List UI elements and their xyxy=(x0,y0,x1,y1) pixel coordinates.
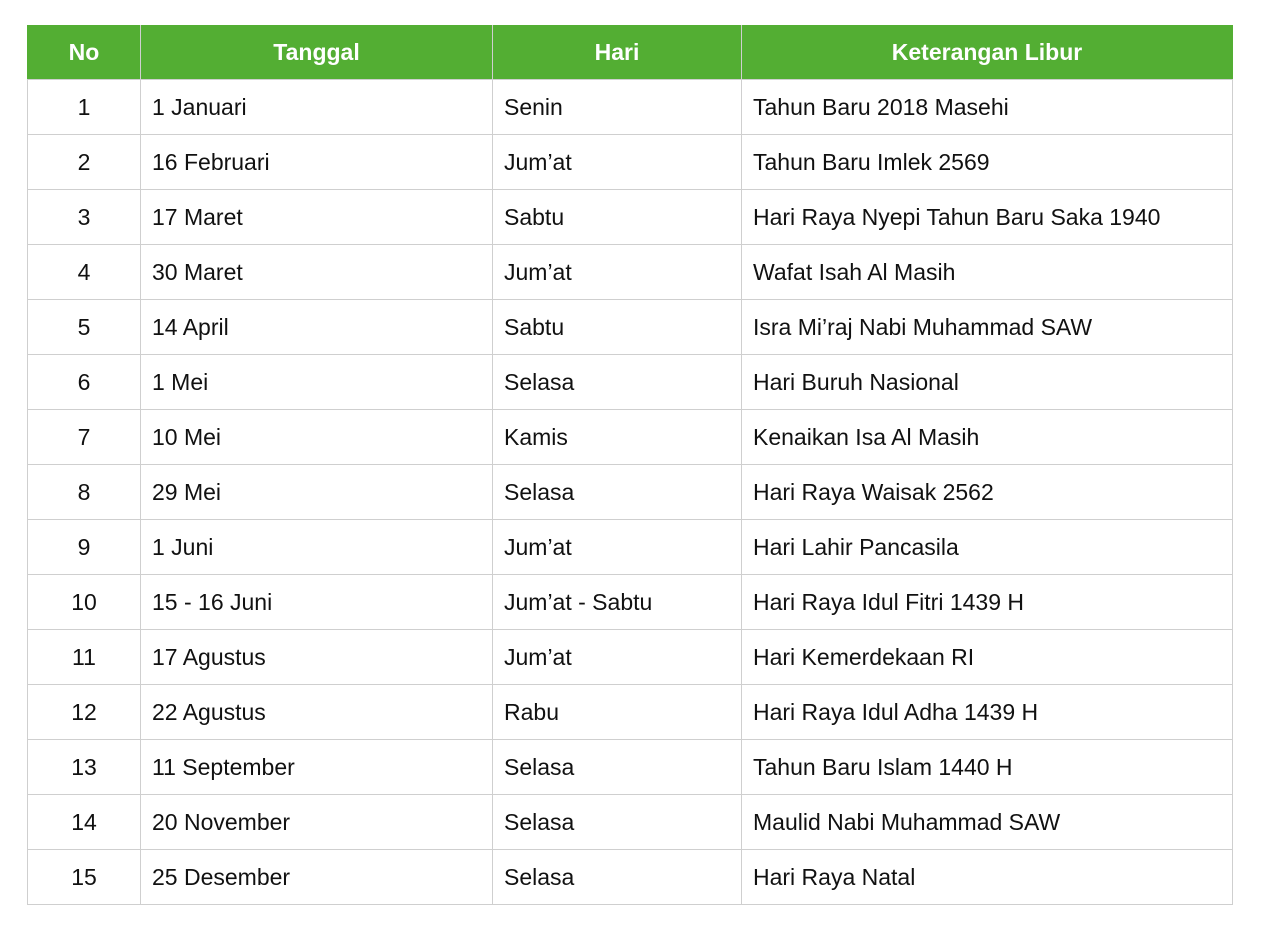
cell-no: 15 xyxy=(28,850,141,905)
table-row xyxy=(28,685,1233,740)
cell-tanggal: 1 Juni xyxy=(141,520,493,575)
table-row xyxy=(28,300,1233,355)
cell-hari: Selasa xyxy=(493,355,742,410)
table-row xyxy=(28,190,1233,245)
cell-hari: Rabu xyxy=(493,685,742,740)
cell-no: 11 xyxy=(28,630,141,685)
cell-keterangan: Hari Raya Natal xyxy=(742,850,1233,905)
cell-keterangan: Hari Buruh Nasional xyxy=(742,355,1233,410)
cell-tanggal: 14 April xyxy=(141,300,493,355)
cell-hari: Jum’at xyxy=(493,520,742,575)
cell-tanggal: 11 September xyxy=(141,740,493,795)
cell-hari: Jum’at xyxy=(493,135,742,190)
table-row xyxy=(28,630,1233,685)
cell-no: 6 xyxy=(28,355,141,410)
cell-tanggal: 30 Maret xyxy=(141,245,493,300)
cell-hari: Selasa xyxy=(493,740,742,795)
cell-no: 3 xyxy=(28,190,141,245)
cell-no: 9 xyxy=(28,520,141,575)
table-row xyxy=(28,795,1233,850)
cell-no: 2 xyxy=(28,135,141,190)
table-row xyxy=(28,740,1233,795)
cell-hari: Selasa xyxy=(493,465,742,520)
header-no: No xyxy=(28,26,141,80)
cell-tanggal: 22 Agustus xyxy=(141,685,493,740)
cell-tanggal: 17 Maret xyxy=(141,190,493,245)
cell-tanggal: 25 Desember xyxy=(141,850,493,905)
table-row xyxy=(28,355,1233,410)
table-row xyxy=(28,245,1233,300)
cell-hari: Senin xyxy=(493,80,742,135)
header-tanggal: Tanggal xyxy=(141,26,493,80)
cell-tanggal: 1 Januari xyxy=(141,80,493,135)
cell-keterangan: Hari Raya Idul Fitri 1439 H xyxy=(742,575,1233,630)
cell-no: 7 xyxy=(28,410,141,465)
table-body xyxy=(28,80,1233,905)
cell-tanggal: 15 - 16 Juni xyxy=(141,575,493,630)
cell-hari: Jum’at xyxy=(493,245,742,300)
cell-keterangan: Kenaikan Isa Al Masih xyxy=(742,410,1233,465)
cell-hari: Selasa xyxy=(493,795,742,850)
cell-no: 1 xyxy=(28,80,141,135)
cell-keterangan: Hari Raya Nyepi Tahun Baru Saka 1940 xyxy=(742,190,1233,245)
table-row xyxy=(28,80,1233,135)
cell-hari: Sabtu xyxy=(493,190,742,245)
table-row xyxy=(28,465,1233,520)
cell-keterangan: Tahun Baru 2018 Masehi xyxy=(742,80,1233,135)
cell-keterangan: Hari Raya Idul Adha 1439 H xyxy=(742,685,1233,740)
table-row xyxy=(28,135,1233,190)
cell-keterangan: Tahun Baru Islam 1440 H xyxy=(742,740,1233,795)
table-row xyxy=(28,520,1233,575)
holiday-table-container xyxy=(27,25,1232,905)
cell-tanggal: 29 Mei xyxy=(141,465,493,520)
cell-keterangan: Isra Mi’raj Nabi Muhammad SAW xyxy=(742,300,1233,355)
cell-keterangan: Wafat Isah Al Masih xyxy=(742,245,1233,300)
cell-keterangan: Hari Lahir Pancasila xyxy=(742,520,1233,575)
cell-no: 13 xyxy=(28,740,141,795)
cell-keterangan: Hari Raya Waisak 2562 xyxy=(742,465,1233,520)
cell-no: 10 xyxy=(28,575,141,630)
table-row xyxy=(28,850,1233,905)
cell-hari: Selasa xyxy=(493,850,742,905)
cell-keterangan: Hari Kemerdekaan RI xyxy=(742,630,1233,685)
cell-tanggal: 1 Mei xyxy=(141,355,493,410)
table-header-row xyxy=(28,26,1233,80)
cell-no: 14 xyxy=(28,795,141,850)
cell-tanggal: 16 Februari xyxy=(141,135,493,190)
cell-tanggal: 20 November xyxy=(141,795,493,850)
header-hari: Hari xyxy=(493,26,742,80)
cell-no: 4 xyxy=(28,245,141,300)
cell-tanggal: 10 Mei xyxy=(141,410,493,465)
cell-keterangan: Tahun Baru Imlek 2569 xyxy=(742,135,1233,190)
cell-hari: Kamis xyxy=(493,410,742,465)
cell-hari: Jum’at - Sabtu xyxy=(493,575,742,630)
holiday-table xyxy=(27,25,1233,905)
cell-tanggal: 17 Agustus xyxy=(141,630,493,685)
header-keterangan: Keterangan Libur xyxy=(742,26,1233,80)
cell-hari: Jum’at xyxy=(493,630,742,685)
cell-hari: Sabtu xyxy=(493,300,742,355)
cell-keterangan: Maulid Nabi Muhammad SAW xyxy=(742,795,1233,850)
cell-no: 8 xyxy=(28,465,141,520)
cell-no: 12 xyxy=(28,685,141,740)
table-row xyxy=(28,410,1233,465)
cell-no: 5 xyxy=(28,300,141,355)
table-row xyxy=(28,575,1233,630)
